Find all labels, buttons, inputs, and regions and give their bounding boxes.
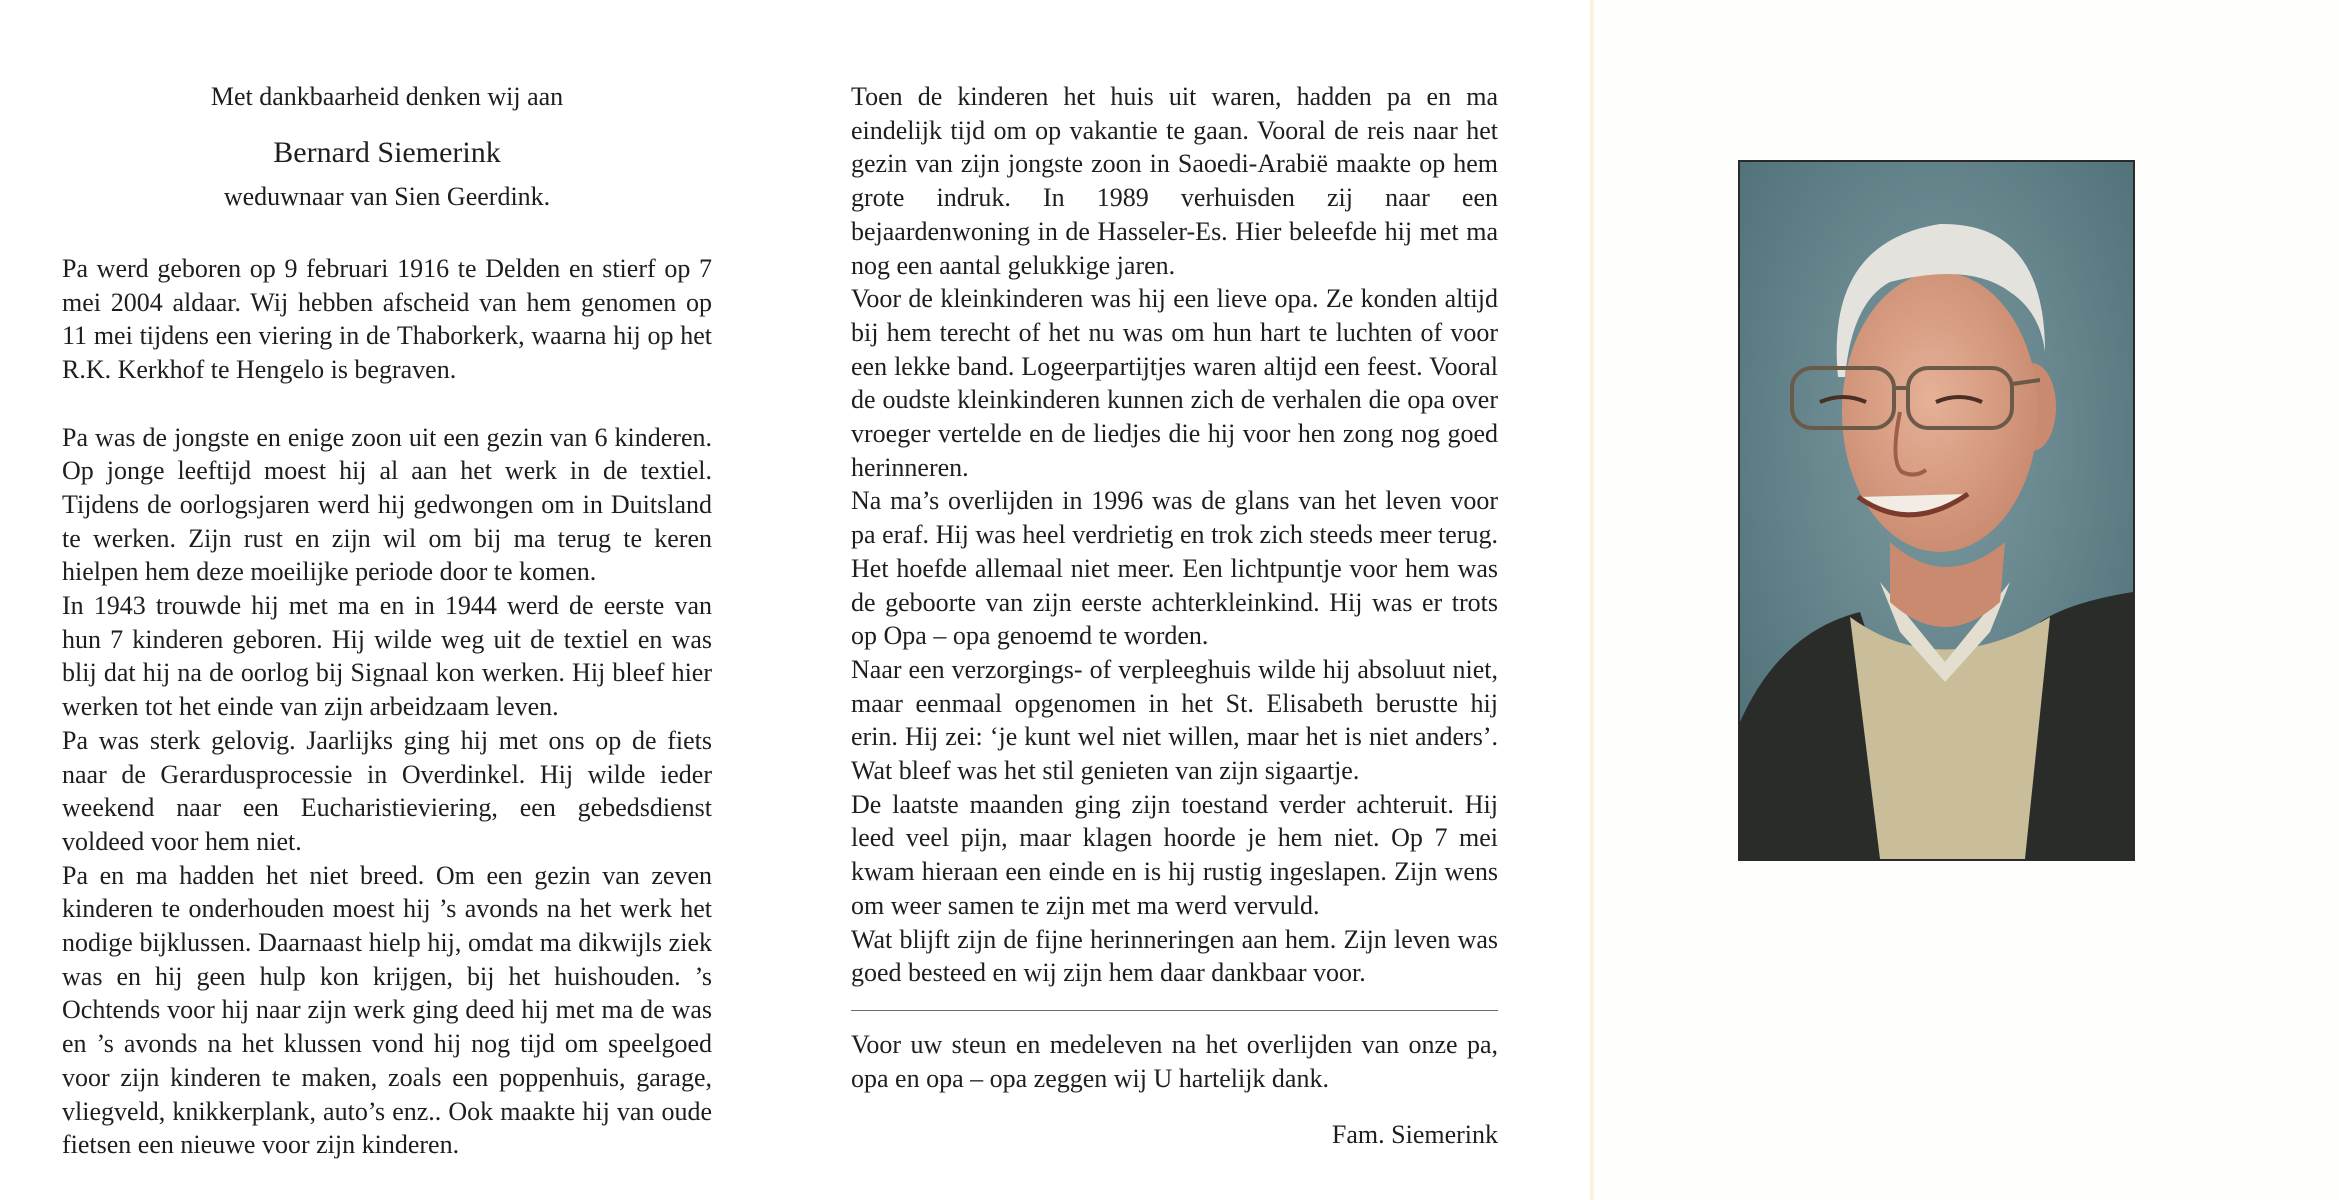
right-column [851, 80, 1498, 990]
left-column [62, 252, 712, 1162]
paragraph-retirement: Toen de kinderen het huis uit waren, hadden pa en ma eindelijk tijd om op vakantie te gaan. Vooral de reis naar het gezin van zijn jongste zoon in Saoedi-Arabië maakte op hem grote indruk. In 1989 verhuisden zij naar een bejaardenwoning in de Hasseler-Es. Hier beleefde hij met ma nog een aantal gelukkige jaren. [851, 82, 1498, 280]
paragraph-care-home: Naar een verzorgings- of verpleeghuis wilde hij absoluut niet, maar eenmaal opgenomen in het St. Elisabeth berustte hij erin. Hij zei: ‘je kunt wel niet willen, maar het is niet anders’. Wat bleef was het stil genieten van zijn sigaartje. [851, 654, 1498, 786]
sweater [1850, 617, 2050, 859]
paragraph-family-life: Pa en ma hadden het niet breed. Om een gezin van zeven kinderen te onderhouden moest hij ’s avonds na het werk het nodige bijklussen. Daarnaast hielp hij, omdat ma dikwijls ziek was en hij geen hulp kon krijgen, bij het huishouden. ’s Ochtends voor hij naar zijn werk ging deed hij met ma de was en ’s avonds na het klussen vond hij nog tijd om speelgoed voor zijn kinderen te maken, zoals een poppenhuis, garage, vliegveld, knikkerplank, auto’s enz.. Ook maakte hij van oude fietsen een nieuwe voor zijn kinderen. [62, 860, 712, 1160]
intro-line: Met dankbaarheid denken wij aan [210, 82, 564, 111]
paragraph-last-months: De laatste maanden ging zijn toestand verder achteruit. Hij leed veel pijn, maar klagen hoorde je hem niet. Op 7 mei kwam hieraan een einde en is hij rustig ingeslapen. Zijn wens om weer samen te zijn met ma werd vervuld. [851, 789, 1498, 920]
paragraph-memories: Wat blijft zijn de fijne herinneringen aan hem. Zijn leven was goed besteed en wij zijn hem daar dankbaar voor. [851, 924, 1498, 988]
portrait-photo [1738, 160, 2135, 861]
portrait-illustration [1740, 162, 2133, 859]
paragraph-grandchildren: Voor de kleinkinderen was hij een lieve opa. Ze konden altijd bij hem terecht of het nu was om hun hart te luchten of voor een lekke band. Logeerpartijtjes waren altijd een feest. Vooral de oudste kleinkinderen kunnen zich de verhalen die opa over vroeger vertelde en de liedjes die hij voor hen zong nog goed herinneren. [851, 284, 1498, 482]
deceased-name: Bernard Siemerink [273, 136, 501, 169]
widow-line: weduwnaar van Sien Geerdink. [223, 182, 551, 211]
paragraph-faith: Pa was sterk gelovig. Jaarlijks ging hij met ons op de fiets naar de Gerardusprocessie in Overdinkel. Hij wilde ieder weekend naar een Eucharistieviering, een gebedsdienst voldeed voor hem niet. [62, 725, 712, 856]
family-signature: Fam. Siemerink [1331, 1120, 1498, 1149]
paragraph-marriage: In 1943 trouwde hij met ma en in 1944 werd de eerste van hun 7 kinderen geboren. Hij wilde weg uit de textiel en was blij dat hij na de oorlog bij Signaal kon werken. Hij bleef hier werken tot het einde van zijn arbeidzaam leven. [62, 591, 712, 722]
paragraph-youth: Pa was de jongste en enige zoon uit een gezin van 6 kinderen. Op jonge leeftijd moest hij al aan het werk in de textiel. Tijdens de oorlogsjaren werd hij gedwongen om in Duitsland te werken. Zijn rust en zijn wil om bij ma terug te keren hielpen hem deze moeilijke periode door te komen. [62, 422, 712, 587]
paragraph-after-wife: Na ma’s overlijden in 1996 was de glans van het leven voor pa eraf. Hij was heel verdrietig en trok zich steeds meer terug. Het hoefde allemaal niet meer. Een lichtpuntje voor hem was de geboorte van zijn eerste achterkleinkind. Hij was er trots op Opa – opa genoemd te worden. [851, 486, 1498, 651]
paragraph-spacer [62, 387, 712, 421]
paragraph-birth-death: Pa werd geboren op 9 februari 1916 te Delden en stierf op 7 mei 2004 aldaar. Wij hebben afscheid van hem genomen op 11 mei tijdens een viering in de Thaborkerk, waarna hij op het R.K. Kerkhof te Hengelo is begraven. [62, 254, 712, 385]
thanks-text: Voor uw steun en medeleven na het overlijden van onze pa, opa en opa – opa zeggen wij U hartelijk dank. [851, 1030, 1498, 1093]
divider-line [851, 1010, 1498, 1011]
